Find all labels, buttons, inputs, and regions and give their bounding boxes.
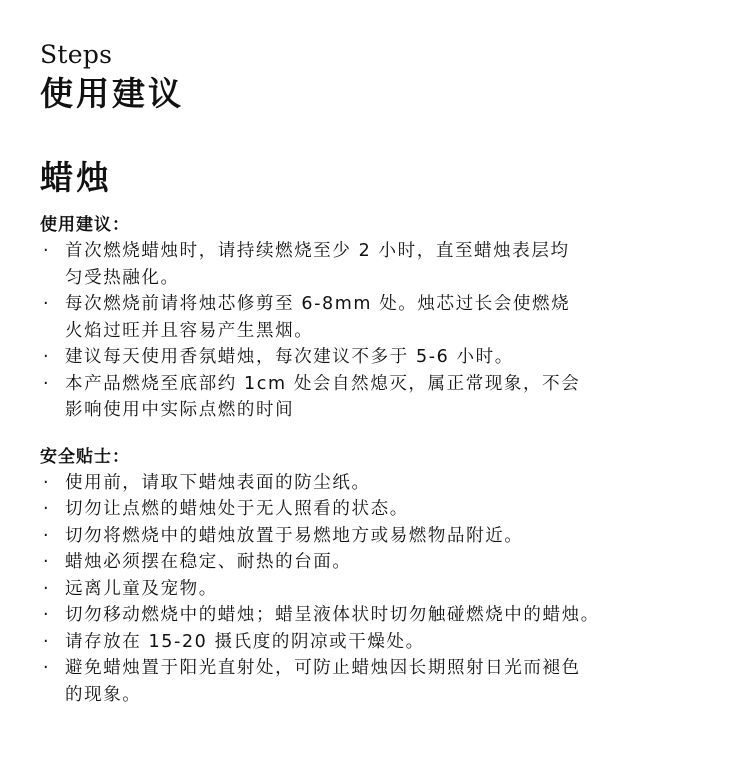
bullet-dot: · xyxy=(43,294,51,314)
list-item-text: 每次燃烧前请将烛芯修剪至 6-8mm 处。烛芯过长会使燃烧 xyxy=(65,294,571,314)
list-item xyxy=(40,602,730,629)
list-item xyxy=(40,371,730,424)
document-page xyxy=(40,40,730,708)
list-item-text: 首次燃烧蜡烛时，请持续燃烧至少 2 小时，直至蜡烛表层均 xyxy=(65,241,570,261)
safety-title: 安全贴士： xyxy=(40,446,130,467)
bullet-dot: · xyxy=(43,578,51,599)
list-item-text: 蜡烛必须摆在稳定、耐热的台面。 xyxy=(65,552,352,572)
bullet-dot: · xyxy=(43,499,51,519)
usage-list xyxy=(40,238,730,424)
bullet-dot: · xyxy=(43,552,51,572)
steps-label: Steps xyxy=(40,40,113,69)
list-item xyxy=(40,470,730,497)
bullet-dot: · xyxy=(43,605,51,625)
list-item xyxy=(40,655,730,708)
safety-section xyxy=(40,444,730,709)
list-item-text: 切勿移动燃烧中的蜡烛；蜡呈液体状时切勿触碰燃烧中的蜡烛。 xyxy=(65,605,600,625)
list-item xyxy=(40,549,730,576)
bullet-dot: · xyxy=(43,373,51,394)
list-item xyxy=(40,523,730,550)
usage-title: 使用建议： xyxy=(40,215,130,235)
bullet-dot: · xyxy=(43,347,51,367)
list-item-text: 切勿让点燃的蜡烛处于无人照看的状态。 xyxy=(65,499,409,519)
list-item xyxy=(40,629,730,656)
section-heading-candle: 蜡烛 xyxy=(40,158,112,197)
list-item-text: 远离儿童及宠物。 xyxy=(65,578,218,599)
list-item-text: 避免蜡烛置于阳光直射处，可防止蜡烛因长期照射日光而褪色 xyxy=(65,658,581,678)
list-item-text: 的现象。 xyxy=(65,684,142,705)
list-item-text: 匀受热融化。 xyxy=(65,267,180,288)
list-item-text: 火焰过旺并且容易产生黑烟。 xyxy=(65,320,314,341)
usage-section xyxy=(40,212,730,424)
bullet-dot: · xyxy=(43,525,51,546)
list-item-text: 本产品燃烧至底部约 1cm 处会自然熄灭，属正常现象，不会 xyxy=(65,373,581,394)
bullet-dot: · xyxy=(43,658,51,678)
list-item-text: 影响使用中实际点燃的时间 xyxy=(65,400,295,420)
list-item xyxy=(40,344,730,371)
list-item xyxy=(40,576,730,603)
list-item xyxy=(40,238,730,291)
bullet-dot: · xyxy=(43,631,51,652)
page-title: 使用建议 xyxy=(40,74,184,113)
list-item-text: 建议每天使用香氛蜡烛，每次建议不多于 5-6 小时。 xyxy=(65,347,514,367)
list-item-text: 切勿将燃烧中的蜡烛放置于易燃地方或易燃物品附近。 xyxy=(65,525,524,546)
list-item-text: 使用前，请取下蜡烛表面的防尘纸。 xyxy=(65,472,371,493)
list-item xyxy=(40,291,730,344)
list-item xyxy=(40,496,730,523)
bullet-dot: · xyxy=(43,241,51,261)
bullet-dot: · xyxy=(43,472,51,493)
list-item-text: 请存放在 15-20 摄氏度的阴凉或干燥处。 xyxy=(65,631,425,652)
safety-list xyxy=(40,470,730,709)
